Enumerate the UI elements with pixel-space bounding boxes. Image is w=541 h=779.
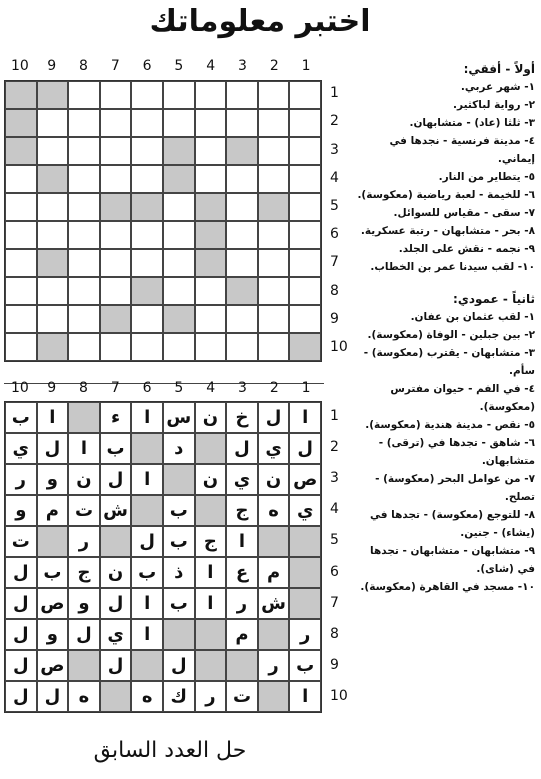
- row-number: 10: [330, 688, 348, 705]
- solution-cell: ص: [37, 588, 69, 619]
- grid-cell[interactable]: [258, 81, 290, 109]
- grid-cell[interactable]: [5, 221, 37, 249]
- solution-cell: ه: [68, 681, 100, 712]
- grid-cell[interactable]: [68, 137, 100, 165]
- clue-item: ٦- شاهق - تجدها في (ترقى) - متشابهان.: [378, 437, 535, 467]
- row-number: 6: [330, 563, 339, 580]
- solution-grid: [4, 401, 322, 713]
- solution-cell: د: [163, 433, 195, 464]
- solution-cell: ن: [195, 402, 227, 433]
- shaded-cell: [68, 650, 100, 681]
- grid-cell[interactable]: [131, 333, 163, 361]
- grid-cell[interactable]: [131, 221, 163, 249]
- grid-cell[interactable]: [258, 277, 290, 305]
- solution-cell: ب: [5, 402, 37, 433]
- clue-item: ١٠- مسجد في القاهرة (معكوسة).: [360, 581, 535, 593]
- solution-cell: ل: [226, 433, 258, 464]
- grid-cell[interactable]: [68, 277, 100, 305]
- row-number: 5: [330, 197, 339, 214]
- shaded-cell: [195, 495, 227, 526]
- grid-cell[interactable]: [195, 109, 227, 137]
- grid-cell[interactable]: [258, 221, 290, 249]
- clue-item: ٢- بين جبلين - الوفاة (معكوسة).: [367, 329, 535, 341]
- grid-cell[interactable]: [163, 81, 195, 109]
- shaded-cell: [68, 402, 100, 433]
- grid-cell[interactable]: [131, 165, 163, 193]
- grid-cell[interactable]: [131, 81, 163, 109]
- shaded-cell: [163, 305, 195, 333]
- bottom-row-numbers: [326, 401, 346, 713]
- solution-cell: ر: [68, 526, 100, 557]
- grid-cell[interactable]: [258, 109, 290, 137]
- clue-item: ٢- رواية لباكثير.: [453, 99, 535, 111]
- grid-cell[interactable]: [68, 221, 100, 249]
- clue-item: ٩- نجمه - نقش على الجلد.: [398, 243, 535, 255]
- solution-cell: ر: [258, 650, 290, 681]
- clue-item: ٨- بحر - متشابهان - رتبة عسكرية.: [360, 225, 535, 237]
- solution-cell: ص: [289, 464, 321, 495]
- grid-cell[interactable]: [5, 165, 37, 193]
- solution-cell: ك: [163, 681, 195, 712]
- grid-cell[interactable]: [289, 137, 321, 165]
- down-clues: [352, 308, 535, 596]
- shaded-cell: [37, 333, 69, 361]
- clue-item: ١- لقب عثمان بن عفان.: [410, 311, 535, 323]
- grid-cell[interactable]: [5, 305, 37, 333]
- shaded-cell: [195, 619, 227, 650]
- grid-cell[interactable]: [226, 109, 258, 137]
- column-number: 7: [110, 380, 120, 396]
- solution-cell: ا: [195, 588, 227, 619]
- column-number: 7: [110, 58, 120, 74]
- grid-cell[interactable]: [163, 221, 195, 249]
- solution-cell: ل: [37, 433, 69, 464]
- grid-cell[interactable]: [289, 249, 321, 277]
- solution-cell: ش: [100, 495, 132, 526]
- solution-cell: ن: [195, 464, 227, 495]
- solution-cell: م: [37, 495, 69, 526]
- row-number: 2: [330, 113, 339, 130]
- shaded-cell: [226, 650, 258, 681]
- grid-cell[interactable]: [226, 221, 258, 249]
- grid-cell[interactable]: [131, 305, 163, 333]
- grid-cell[interactable]: [37, 277, 69, 305]
- solution-cell: ي: [258, 433, 290, 464]
- solution-cell: ل: [5, 681, 37, 712]
- grid-cell[interactable]: [195, 165, 227, 193]
- clue-item: ٥- يتطاير من النار.: [438, 171, 535, 183]
- solution-cell: ج: [68, 557, 100, 588]
- shaded-cell: [258, 526, 290, 557]
- column-number: 3: [238, 380, 247, 396]
- empty-crossword-grid: [4, 80, 322, 362]
- row-number: 1: [330, 407, 339, 424]
- shaded-cell: [163, 619, 195, 650]
- shaded-cell: [195, 193, 227, 221]
- column-number: 4: [206, 58, 216, 74]
- grid-cell[interactable]: [131, 249, 163, 277]
- solution-cell: ن: [258, 464, 290, 495]
- shaded-cell: [37, 165, 69, 193]
- column-number: 6: [142, 58, 152, 74]
- solution-cell: ن: [100, 557, 132, 588]
- top-column-numbers: [4, 58, 322, 74]
- grid-cell[interactable]: [258, 165, 290, 193]
- grid-cell[interactable]: [68, 305, 100, 333]
- grid-cell[interactable]: [289, 305, 321, 333]
- shaded-cell: [5, 137, 37, 165]
- grid-cell[interactable]: [37, 137, 69, 165]
- grid-cell[interactable]: [5, 249, 37, 277]
- column-number: 10: [10, 380, 29, 396]
- grid-cell[interactable]: [100, 333, 132, 361]
- grid-cell[interactable]: [68, 333, 100, 361]
- shaded-cell: [100, 193, 132, 221]
- solution-cell: ب: [163, 588, 195, 619]
- shaded-cell: [37, 526, 69, 557]
- solution-cell: ل: [5, 557, 37, 588]
- grid-cell[interactable]: [100, 249, 132, 277]
- column-number: 9: [47, 380, 57, 396]
- column-number: 4: [206, 380, 216, 396]
- grid-cell[interactable]: [226, 249, 258, 277]
- row-number: 7: [330, 254, 339, 271]
- row-number: 1: [330, 85, 339, 102]
- shaded-cell: [37, 81, 69, 109]
- grid-cell[interactable]: [226, 81, 258, 109]
- shaded-cell: [258, 619, 290, 650]
- row-number: 3: [330, 141, 339, 158]
- grid-cell[interactable]: [289, 109, 321, 137]
- solution-cell: ر: [195, 681, 227, 712]
- column-number: 6: [142, 380, 152, 396]
- solution-cell: ء: [100, 402, 132, 433]
- solution-cell: ع: [226, 557, 258, 588]
- grid-cell[interactable]: [289, 277, 321, 305]
- shaded-cell: [163, 165, 195, 193]
- solution-cell: ل: [163, 650, 195, 681]
- solution-cell: ب: [37, 557, 69, 588]
- solution-cell: ل: [5, 588, 37, 619]
- grid-cell[interactable]: [289, 81, 321, 109]
- shaded-cell: [289, 588, 321, 619]
- row-number: 8: [330, 626, 339, 642]
- grid-cell[interactable]: [289, 221, 321, 249]
- shaded-cell: [131, 433, 163, 464]
- grid-cell[interactable]: [131, 109, 163, 137]
- row-number: 8: [330, 282, 339, 299]
- grid-cell[interactable]: [289, 165, 321, 193]
- grid-cell[interactable]: [5, 193, 37, 221]
- shaded-cell: [5, 109, 37, 137]
- shaded-cell: [226, 277, 258, 305]
- solution-cell: ج: [195, 526, 227, 557]
- shaded-cell: [289, 557, 321, 588]
- solution-cell: ذ: [163, 557, 195, 588]
- grid-cell[interactable]: [258, 137, 290, 165]
- row-number: 6: [330, 226, 339, 243]
- clue-item: ٣- ثلثا (عاد) - متشابهان.: [409, 117, 535, 129]
- across-heading: أولاً - أفقي:: [463, 62, 535, 76]
- shaded-cell: [131, 495, 163, 526]
- solution-cell: ي: [226, 464, 258, 495]
- clue-item: ٤- في الفم - حيوان مفترس (معكوسة).: [390, 383, 535, 413]
- grid-cell[interactable]: [5, 277, 37, 305]
- column-number: 2: [269, 380, 279, 396]
- column-number: 2: [269, 58, 279, 74]
- grid-cell[interactable]: [37, 193, 69, 221]
- grid-cell[interactable]: [100, 81, 132, 109]
- column-number: 1: [301, 380, 311, 396]
- row-number: 4: [330, 501, 339, 518]
- grid-cell[interactable]: [163, 109, 195, 137]
- solution-cell: ب: [131, 557, 163, 588]
- grid-cell[interactable]: [68, 249, 100, 277]
- clue-item: ١٠- لقب سيدنا عمر بن الخطاب.: [370, 261, 535, 273]
- solution-cell: ي: [5, 433, 37, 464]
- shaded-cell: [195, 433, 227, 464]
- solution-cell: و: [5, 495, 37, 526]
- grid-cell[interactable]: [37, 109, 69, 137]
- down-heading: ثانياً - عمودي:: [453, 292, 535, 306]
- bottom-column-numbers: [4, 380, 322, 396]
- shaded-cell: [258, 681, 290, 712]
- solution-cell: ا: [37, 402, 69, 433]
- solution-cell: ل: [289, 433, 321, 464]
- grid-cell[interactable]: [37, 305, 69, 333]
- column-number: 8: [79, 380, 88, 396]
- clue-item: ٧- من عوامل البحر (معكوسة) - تصلح.: [375, 473, 535, 503]
- row-number: 10: [330, 338, 348, 355]
- shaded-cell: [195, 650, 227, 681]
- grid-cell[interactable]: [68, 193, 100, 221]
- clue-item: ١- شهر عربي.: [460, 81, 535, 93]
- column-number: 5: [174, 380, 184, 396]
- shaded-cell: [100, 681, 132, 712]
- grid-cell[interactable]: [100, 109, 132, 137]
- column-number: 10: [10, 58, 29, 74]
- solution-cell: ل: [258, 402, 290, 433]
- shaded-cell: [131, 650, 163, 681]
- solution-cell: ل: [100, 464, 132, 495]
- grid-cell[interactable]: [289, 193, 321, 221]
- solution-cell: س: [163, 402, 195, 433]
- row-number: 7: [330, 594, 339, 611]
- column-number: 8: [79, 58, 88, 74]
- shaded-cell: [163, 464, 195, 495]
- clues-panel: [352, 58, 535, 596]
- solution-cell: ا: [68, 433, 100, 464]
- solution-cell: ل: [100, 650, 132, 681]
- shaded-cell: [163, 137, 195, 165]
- grid-cell[interactable]: [226, 305, 258, 333]
- grid-cell[interactable]: [195, 81, 227, 109]
- clue-item: ٧- سقى - مقياس للسوائل.: [393, 207, 535, 219]
- solution-cell: ل: [37, 681, 69, 712]
- grid-cell[interactable]: [226, 165, 258, 193]
- shaded-cell: [131, 277, 163, 305]
- solution-cell: ل: [100, 588, 132, 619]
- previous-solution-label: حل العدد السابق: [93, 738, 247, 763]
- solution-cell: ص: [37, 650, 69, 681]
- solution-cell: ل: [131, 526, 163, 557]
- grid-cell[interactable]: [226, 193, 258, 221]
- column-number: 9: [47, 58, 57, 74]
- solution-cell: ه: [258, 495, 290, 526]
- grid-cell[interactable]: [100, 137, 132, 165]
- row-number: 9: [330, 657, 339, 674]
- column-number: 1: [301, 58, 311, 74]
- grid-cell[interactable]: [258, 333, 290, 361]
- row-number: 4: [330, 169, 339, 186]
- solution-cell: ا: [289, 402, 321, 433]
- solution-cell: خ: [226, 402, 258, 433]
- top-row-numbers: [326, 80, 346, 362]
- grid-cell[interactable]: [100, 221, 132, 249]
- solution-cell: ا: [131, 464, 163, 495]
- grid-cell[interactable]: [68, 165, 100, 193]
- grid-cell[interactable]: [195, 333, 227, 361]
- clue-item: ٩- متشابهان - متشابهان - تجدها في (شاى).: [370, 545, 535, 575]
- solution-cell: ي: [100, 619, 132, 650]
- solution-cell: و: [37, 619, 69, 650]
- clue-item: ٥- نقص - مدينة هندية (معكوسة).: [365, 419, 535, 431]
- shaded-cell: [226, 137, 258, 165]
- solution-cell: ش: [258, 588, 290, 619]
- row-number: 9: [330, 310, 339, 327]
- shaded-cell: [100, 305, 132, 333]
- solution-cell: ر: [226, 588, 258, 619]
- solution-cell: ل: [5, 650, 37, 681]
- grid-cell[interactable]: [258, 249, 290, 277]
- clue-item: ٨- للتوجع (معكوسة) - تجدها في (يشاء) - جنين.: [370, 509, 535, 539]
- shaded-cell: [5, 81, 37, 109]
- solution-cell: ب: [163, 495, 195, 526]
- clue-item: ٦- للخيمة - لعبة رياضية (معكوسة).: [357, 189, 535, 201]
- solution-cell: ب: [289, 650, 321, 681]
- solution-cell: ي: [289, 495, 321, 526]
- grid-cell[interactable]: [163, 193, 195, 221]
- grid-cell[interactable]: [226, 333, 258, 361]
- grid-cell[interactable]: [195, 277, 227, 305]
- solution-cell: و: [68, 588, 100, 619]
- shaded-cell: [258, 193, 290, 221]
- shaded-cell: [195, 221, 227, 249]
- solution-cell: ا: [131, 402, 163, 433]
- grid-cell[interactable]: [258, 305, 290, 333]
- grid-cell[interactable]: [5, 333, 37, 361]
- grid-cell[interactable]: [195, 137, 227, 165]
- solution-cell: ت: [226, 681, 258, 712]
- solution-cell: ج: [226, 495, 258, 526]
- row-number: 2: [330, 438, 339, 455]
- grid-cell[interactable]: [37, 221, 69, 249]
- solution-cell: ا: [226, 526, 258, 557]
- shaded-cell: [289, 526, 321, 557]
- solution-cell: ل: [5, 619, 37, 650]
- solution-cell: ه: [131, 681, 163, 712]
- grid-cell[interactable]: [100, 165, 132, 193]
- solution-cell: ت: [5, 526, 37, 557]
- grid-cell[interactable]: [68, 81, 100, 109]
- shaded-cell: [100, 526, 132, 557]
- solution-cell: ر: [5, 464, 37, 495]
- solution-cell: ر: [289, 619, 321, 650]
- solution-cell: ا: [131, 588, 163, 619]
- clue-item: ٣- متشابهان - يقترب (معكوسة) - سأم.: [363, 347, 535, 377]
- solution-cell: م: [226, 619, 258, 650]
- clue-item: ٤- مدينة فرنسية - نجدها في إيماني.: [389, 135, 535, 165]
- solution-cell: ا: [289, 681, 321, 712]
- solution-cell: ن: [68, 464, 100, 495]
- grid-cell[interactable]: [163, 249, 195, 277]
- solution-cell: ا: [131, 619, 163, 650]
- row-number: 3: [330, 470, 339, 486]
- grid-cell[interactable]: [163, 333, 195, 361]
- solution-cell: ب: [100, 433, 132, 464]
- grid-cell[interactable]: [68, 109, 100, 137]
- solution-cell: م: [258, 557, 290, 588]
- shaded-cell: [37, 249, 69, 277]
- solution-cell: ت: [68, 495, 100, 526]
- column-number: 5: [174, 58, 184, 74]
- grid-cell[interactable]: [100, 277, 132, 305]
- column-number: 3: [238, 58, 247, 74]
- row-number: 5: [330, 532, 339, 549]
- grid-cell[interactable]: [163, 277, 195, 305]
- shaded-cell: [195, 249, 227, 277]
- solution-cell: ب: [163, 526, 195, 557]
- across-clues: [352, 78, 535, 276]
- solution-cell: ل: [68, 619, 100, 650]
- shaded-cell: [289, 333, 321, 361]
- grid-cell[interactable]: [195, 305, 227, 333]
- shaded-cell: [131, 193, 163, 221]
- page-title: اختبر معلوماتك: [149, 4, 371, 39]
- grid-cell[interactable]: [131, 137, 163, 165]
- solution-cell: ا: [195, 557, 227, 588]
- solution-cell: و: [37, 464, 69, 495]
